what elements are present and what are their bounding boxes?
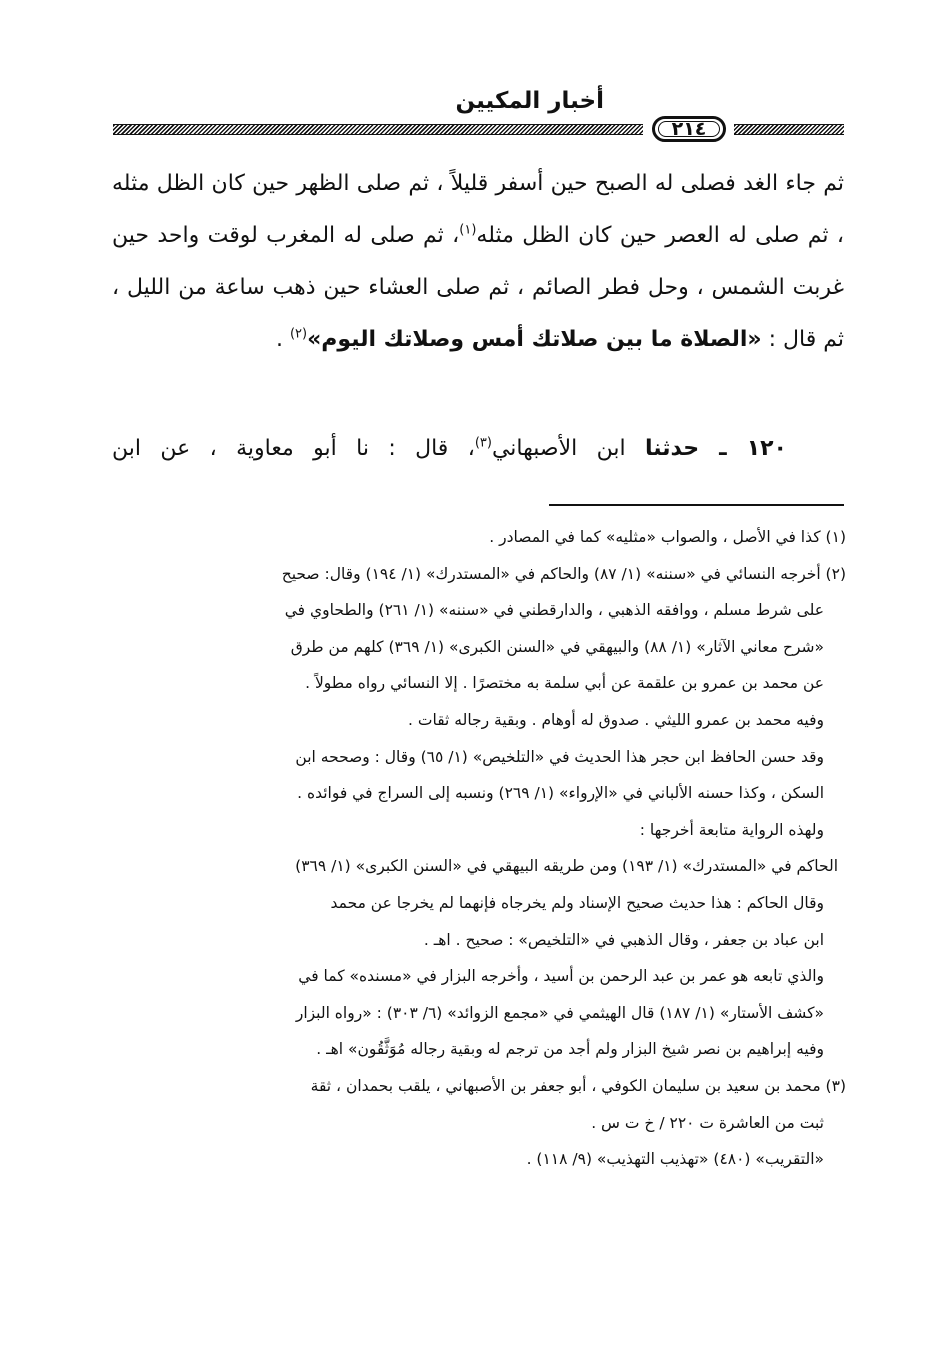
footnote-line: «كشف الأستار» (١/ ١٨٧) قال الهيثمي في «مجمع الزوائد» (٦/ ٣٠٣) : «رواه البزار [295,1003,824,1022]
page-number: ٢١٤ [671,118,707,140]
footnote-line: (١) كذا في الأصل ، والصواب «مثليه» كما في المصادر . [489,528,846,546]
footnote-line: الحاكم في «المستدرك» (١/ ١٩٣) ومن طريقه البيهقي في «السنن الكبرى» (١/ ٣٦٩) [295,857,838,876]
main-paragraph [112,158,844,366]
footnote-line: وفيه محمد بن عمرو الليثي . صدوق له أوهام . وبقية رجاله ثقات . [408,710,824,729]
footnote-line: وفيه إبراهيم بن نصر شيخ البزار ولم أجد من ترجم له وبقية رجاله مُوَثَّقُون» اهـ . [316,1040,824,1059]
footnote-separator [549,504,844,506]
footnote-line: عن محمد بن عمرو بن علقمة عن أبي سلمة به مختصرًا . إلا النسائي رواه مطولاً . [305,674,824,693]
hadith-quote: «الصلاة ما بين صلاتك أمس وصلاتك اليوم» [307,327,762,352]
main-text-part-1: ثم جاء الغد فصلى له الصبح حين أسفر قليلاً ، ثم صلى الظهر حين كان الظل مثله ، ثم صلى له العصر حين كان الظل مثله [112,171,844,248]
footnote-line: والذي تابعه هو عمر بن عبد الرحمن بن أسيد ، وأخرجه البزار في «مسنده» كما في [298,967,824,986]
footnote-line: وقال الحاكم : هذا حديث صحيح الإسناد ولم يخرجاه فإنهما لم يخرجا عن محمد [330,893,824,912]
hadith-120-line [112,423,787,475]
footnote-line: السكن ، وكذا حسنه الألباني في «الإرواء» (١/ ٢٦٩) ونسبه إلى السراج في فوائده . [297,784,824,803]
hadith-rest: ، قال : نا أبو معاوية ، عن ابن [112,436,475,461]
header-rule-right [734,124,844,135]
footnote-line: ولهذه الرواية متابعة أخرجها : [639,820,824,839]
hadith-number: ١٢٠ ـ [719,436,787,461]
footnote-line: (٢) أخرجه النسائي في «سننه» (١/ ٨٧) والحاكم في «المستدرك» (١/ ١٩٤) وقال: صحيح [281,564,846,583]
footnote-line: على شرط مسلم ، ووافقه الذهبي ، والدارقطني في «سننه» (١/ ٢٦١) والطحاوي في [284,601,824,620]
footnote-ref-3: (٣) [474,435,492,451]
page-number-badge [652,116,726,142]
page-number-badge-inner-border [658,118,720,140]
running-title: أخبار المكيين [455,88,604,114]
header-rule-left [113,124,643,135]
footnote-line: وقد حسن الحافظ ابن حجر هذا الحديث في «التلخيص» (١/ ٦٥) وقال : وصححه ابن [295,747,824,766]
footnote-line: «التقريب» (٤٨٠) «تهذيب التهذيب» (٩/ ١١٨) . [526,1150,824,1169]
footnote-line: «شرح معاني الآثار» (١/ ٨٨) والبيهقي في «السنن الكبرى» (١/ ٣٦٩) كلهم من طرق [290,637,824,656]
footnote-ref-2: (٢) [289,326,308,342]
main-text-part-2: ، ثم صلى له المغرب لوقت واحد حين غربت الشمس ، وحل فطر الصائم ، ثم صلى العشاء حين ذهب ساعة من الليل ، ثم قال : [112,223,844,352]
footnotes-section [110,519,846,1178]
footnote-line: (٣) محمد بن سعيد بن سليمان الكوفي ، أبو جعفر بن الأصبهاني ، يلقب بحمدان ، ثقة [310,1076,846,1095]
footnote-line: ابن عباد بن جعفر ، وقال الذهبي في «التلخيص» : صحيح . اهـ . [423,930,824,949]
narrator-name: ابن الأصبهاني [491,436,645,461]
main-text-end: . [275,327,290,352]
footnote-line: ثبت من العاشرة ت ٢٢٠ / خ ت س . [591,1113,824,1132]
hadith-lead: حدثنا [644,436,720,461]
footnote-ref-1: (١) [459,222,477,238]
